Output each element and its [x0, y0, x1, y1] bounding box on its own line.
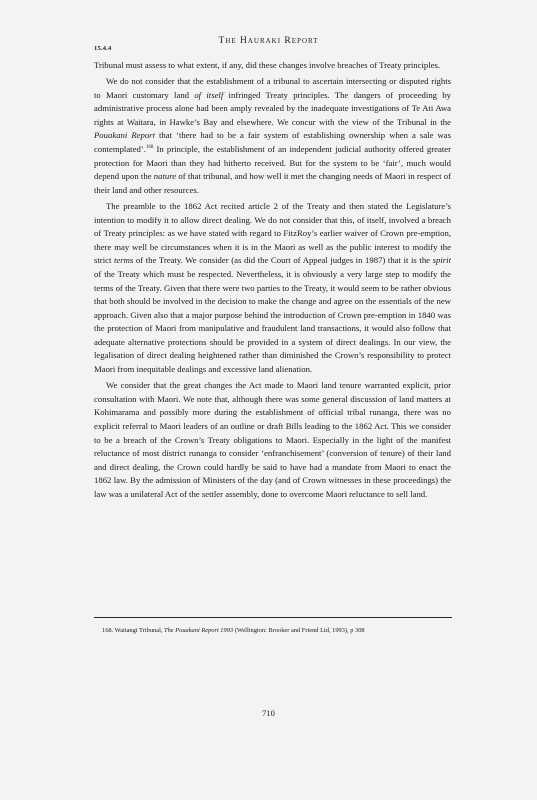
section-number: 15.4.4: [94, 45, 112, 52]
footnote-divider: [94, 617, 452, 618]
paragraph-3: We consider that the great changes the Act made to Maori land tenure warranted explicit, prior consultation with Maori. We note that, although there was some general discussion of land matters at Kohimarama and possibly more during the establishment of official tribal runanga, there was no explicit referral to Maori leaders of an outline or draft Bills leading to the 1862 Act. This we consider to be a breach of the Crown’s Treaty obligations to Maori. Especially in the light of the manifest reluctance of most district runanga to consider ‘enfranchisement’ (conversion of tenure) of their land and direct dealing, the Crown could hardly be said to have had a mandate from Maori to enact the 1862 law. By the admission of Ministers of the day (and of Crown witnesses in these proceedings) the law was a unilateral Act of the settler assembly, done to overcome Maori reluctance to sell land.: [94, 380, 451, 499]
footnote: 168. Waitangi Tribunal, The Pouakani Report 1993 (Wellington: Brooker and Friend Ltd, 1993), p 308: [102, 627, 365, 634]
running-head: The Hauraki Report: [218, 36, 319, 46]
footnote-reference: 168: [145, 145, 154, 151]
page-number: 710: [262, 708, 275, 718]
paragraph-1: We do not consider that the establishment of a tribunal to ascertain intersecting or disputed rights to Maori customary land of itself infringed Treaty principles. The dangers of proceeding by administrative process alone had been amply revealed by the inadequate investigations of Te Ati Awa rights at Waitara, in Hawke’s Bay and elsewhere. We concur with the view of the Tribunal in the Pouakani Report that ‘there had to be a fair system of establishing ownership when a sale was contemplated’.$^{168}$ In principle, the establishment of an independent judicial authority offered greater protection for Maori than they had hitherto received. But for the system to be ‘fair’, much would depend upon the nature of that tribunal, and how well it met the changing needs of Maori in respect of their land and other resources.: [94, 76, 452, 195]
paragraph-2: The preamble to the 1862 Act recited article 2 of the Treaty and then stated the Legislature’s intention to modify it to allow direct dealing. We do not consider that this, of itself, involved a breach of Treaty principles: as we have stated with regard to FitzRoy’s earlier waiver of Crown pre-emption, there may well be circumstances when it is in the Maori as well as the public interest to modify the strict terms of the Treaty. We consider (as did the Court of Appeal judges in 1987) that it is the spirit of the Treaty which must be respected. Nevertheless, it is obviously a very large step to modify the terms of the Treaty. Given that there were two parties to the Treaty, it would seem to be rather obvious that both should be involved in the decision to make the change and agree on the essentials of the new approach. Given also that a major purpose behind the introduction of Crown pre-emption in 1840 was the protection of Maori from manipulative and fraudulent land transactions, it would also follow that adequate alternative protections should be provided in a system of direct dealings. In our view, the legalisation of direct dealing heightened rather than diminished the Crown’s responsibility to protect Maori from inequitable dealings and excessive land alienation.: [94, 200, 451, 375]
body-text: [94, 59, 451, 502]
paragraph-continued: Tribunal must assess to what extent, if any, did these changes involve breaches of Treaty principles.: [94, 60, 441, 70]
footnote-number: 168.: [102, 627, 114, 634]
